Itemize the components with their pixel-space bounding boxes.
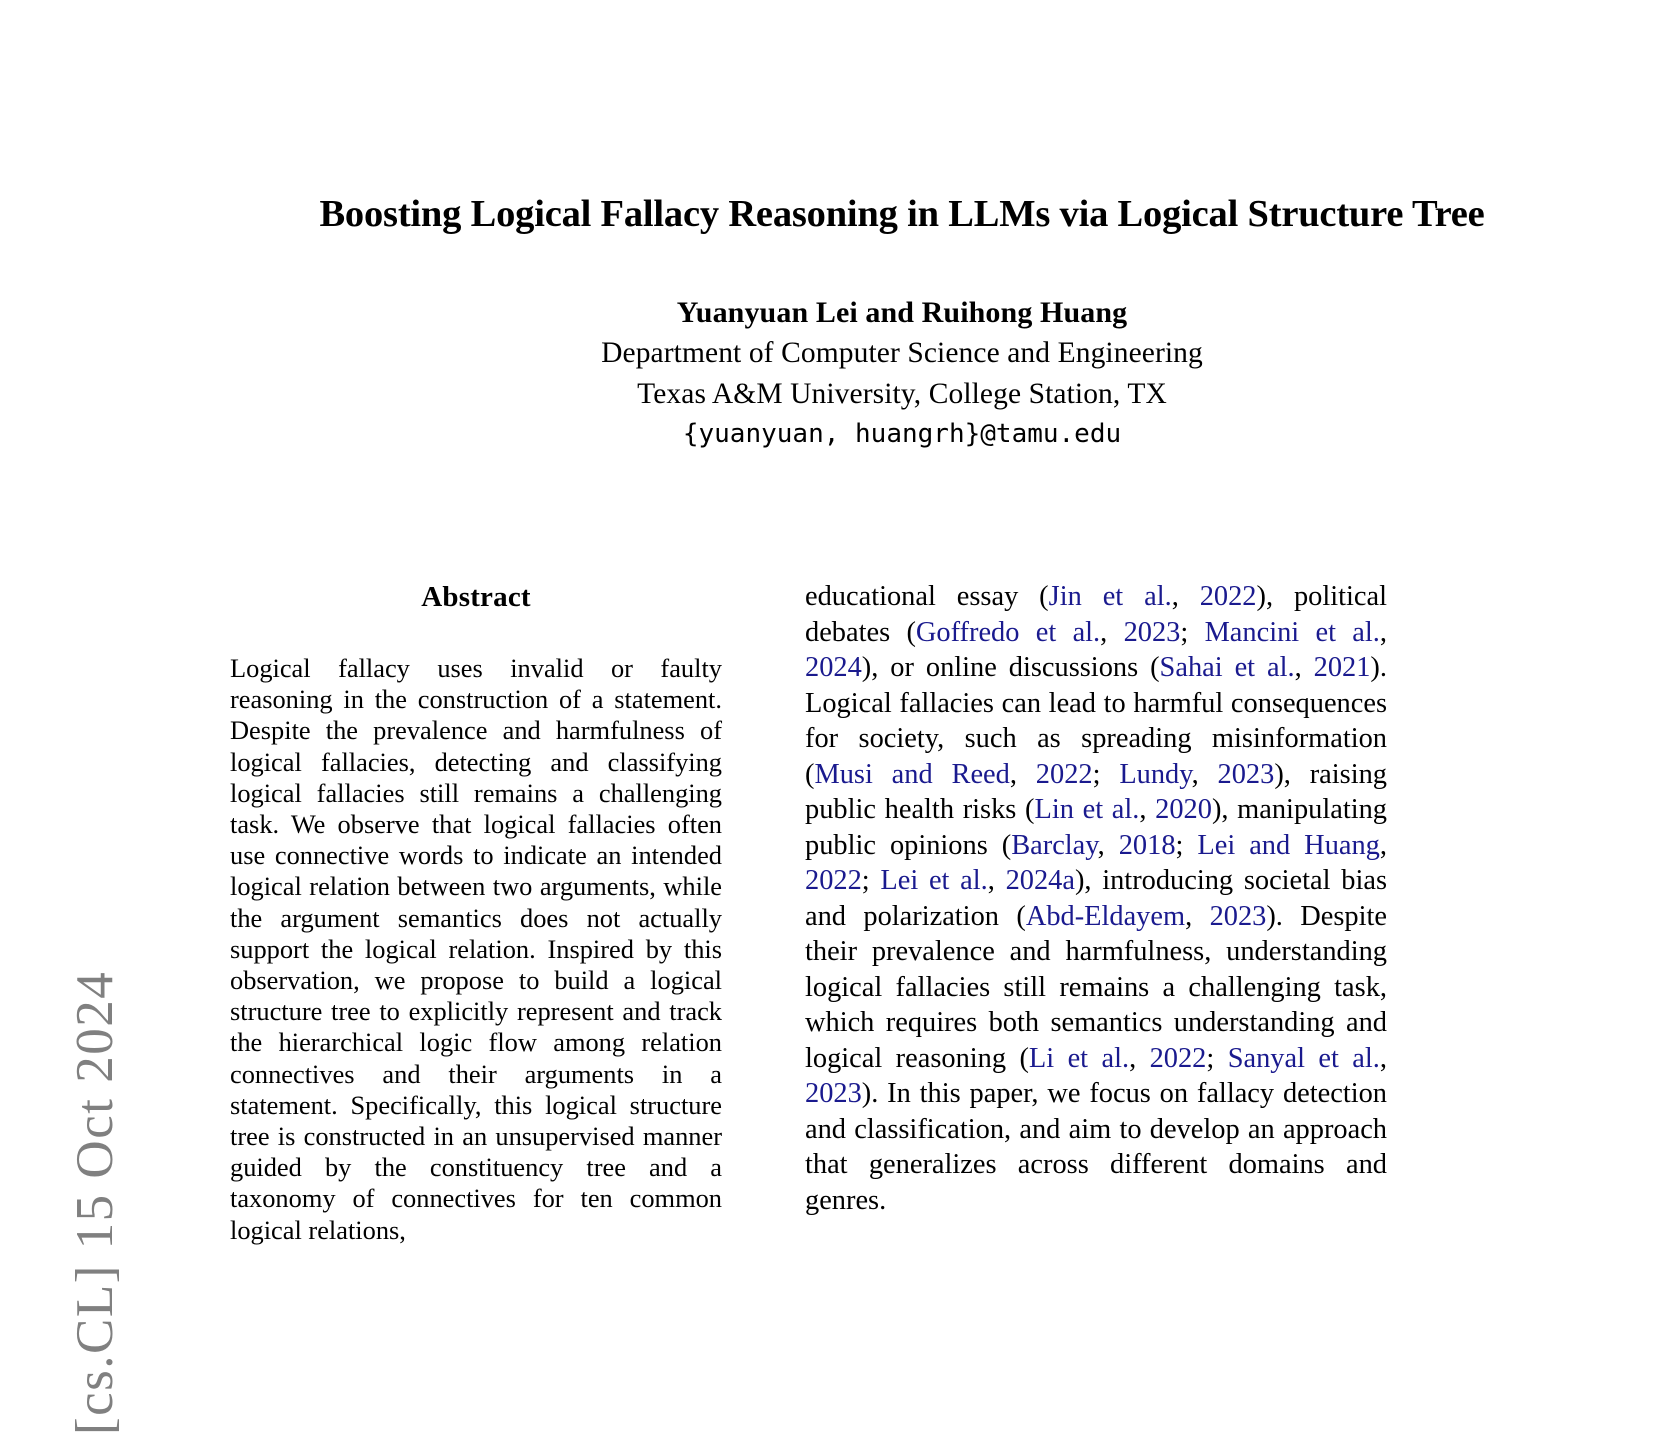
citation-link[interactable]: Li et al. — [1028, 1042, 1130, 1074]
abstract-column — [230, 565, 722, 1272]
citation-link[interactable]: 2022 — [1035, 758, 1093, 790]
paper-page — [150, 0, 1654, 1245]
citation-link[interactable]: 2022 — [805, 865, 862, 896]
citation-link[interactable]: Sahai et al. — [1159, 652, 1295, 683]
citation-link[interactable]: 2021 — [1313, 652, 1371, 683]
citation-link[interactable]: Jin et al. — [1048, 581, 1172, 612]
page-title: Boosting Logical Fallacy Reasoning in LLMs via Logical Structure Tree — [319, 193, 1485, 235]
citation-link[interactable]: Abd-Eldayem — [1025, 900, 1186, 932]
arxiv-stamp-text: [cs.CL] 15 Oct 2024 — [66, 970, 124, 1435]
citation-link[interactable]: 2023 — [805, 1078, 862, 1109]
author-names: Yuanyuan Lei and Ruihong Huang — [676, 296, 1128, 330]
author-email: {yuanyuan, huangrh}@tamu.edu — [682, 419, 1122, 450]
two-column-body — [150, 565, 1654, 1255]
citation-link[interactable]: Sanyal et al. — [1227, 1042, 1380, 1074]
citation-link[interactable]: Lei et al. — [880, 865, 988, 896]
citation-link[interactable]: 2022 — [1199, 581, 1257, 612]
citation-link[interactable]: Barclay — [1011, 829, 1098, 861]
authors-block — [150, 296, 1654, 450]
citation-link[interactable]: 2022 — [1149, 1042, 1207, 1074]
citation-link[interactable]: 2020 — [1155, 794, 1212, 825]
title-block — [150, 192, 1654, 236]
citation-link[interactable]: Mancini et al. — [1204, 616, 1380, 648]
citation-link[interactable]: 2023 — [1209, 900, 1267, 932]
affiliation-university: Texas A&M University, College Station, TX — [637, 377, 1167, 410]
citation-link[interactable]: Goffredo et al. — [915, 616, 1101, 648]
abstract-text: Logical fallacy uses invalid or faulty reasoning in the construction of a statement. Despite the prevalence and harmfulness of logical fallacies, detecting and classifying logical fallacies still remains a challenging task. We observe that logical fallacies often use connective words to indicate an intended logical relation between two arguments, while the argument semantics does not actually support the logical relation. Inspired by this observation, we propose to build a logical structure tree to explicitly represent and track the hierarchical logic flow among relation connectives and their arguments in a statement. Specifically, this logical structure tree is constructed in an unsupervised manner guided by the constituency tree and a taxonomy of connectives for ten common logical relations, — [230, 653, 722, 1245]
citation-link[interactable]: Lundy — [1119, 758, 1192, 790]
citation-link[interactable]: 2024a — [1005, 865, 1075, 896]
introduction-text: educational essay (Jin et al., 2022), political debates (Goffredo et al., 2023; Mancini et al., 2024), or online discussions (Sahai et al., 2021). Logical fallacies can lead to harmful consequences for society, such as spreading misinformation (Musi and Reed, 2022; Lundy, 2023), raising public health risks (Lin et al., 2020), manipulating public opinions (Barclay, 2018; Lei and Huang, 2022; Lei et al., 2024a), introducing societal bias and polarization (Abd-Eldayem, 2023). Despite their prevalence and harmfulness, understanding logical fallacies still remains a challenging task, which requires both semantics understanding and logical reasoning (Li et al., 2022; Sanyal et al., 2023). In this paper, we focus on fallacy detection and classification, and aim to develop an approach that generalizes across different domains and genres. — [805, 581, 1388, 1216]
citation-link[interactable]: Lin et al. — [1034, 794, 1140, 825]
citation-link[interactable]: Musi and Reed — [814, 758, 1010, 790]
citation-link[interactable]: Lei and Huang — [1197, 829, 1380, 861]
citation-link[interactable]: 2023 — [1217, 758, 1275, 790]
abstract-heading: Abstract — [421, 581, 531, 613]
arxiv-stamp — [0, 0, 150, 1435]
citation-link[interactable]: 2023 — [1123, 616, 1181, 648]
affiliation-department: Department of Computer Science and Engineering — [601, 337, 1203, 370]
citation-link[interactable]: 2024 — [805, 652, 862, 683]
citation-link[interactable]: 2018 — [1118, 829, 1176, 861]
introduction-column — [805, 565, 1387, 1246]
